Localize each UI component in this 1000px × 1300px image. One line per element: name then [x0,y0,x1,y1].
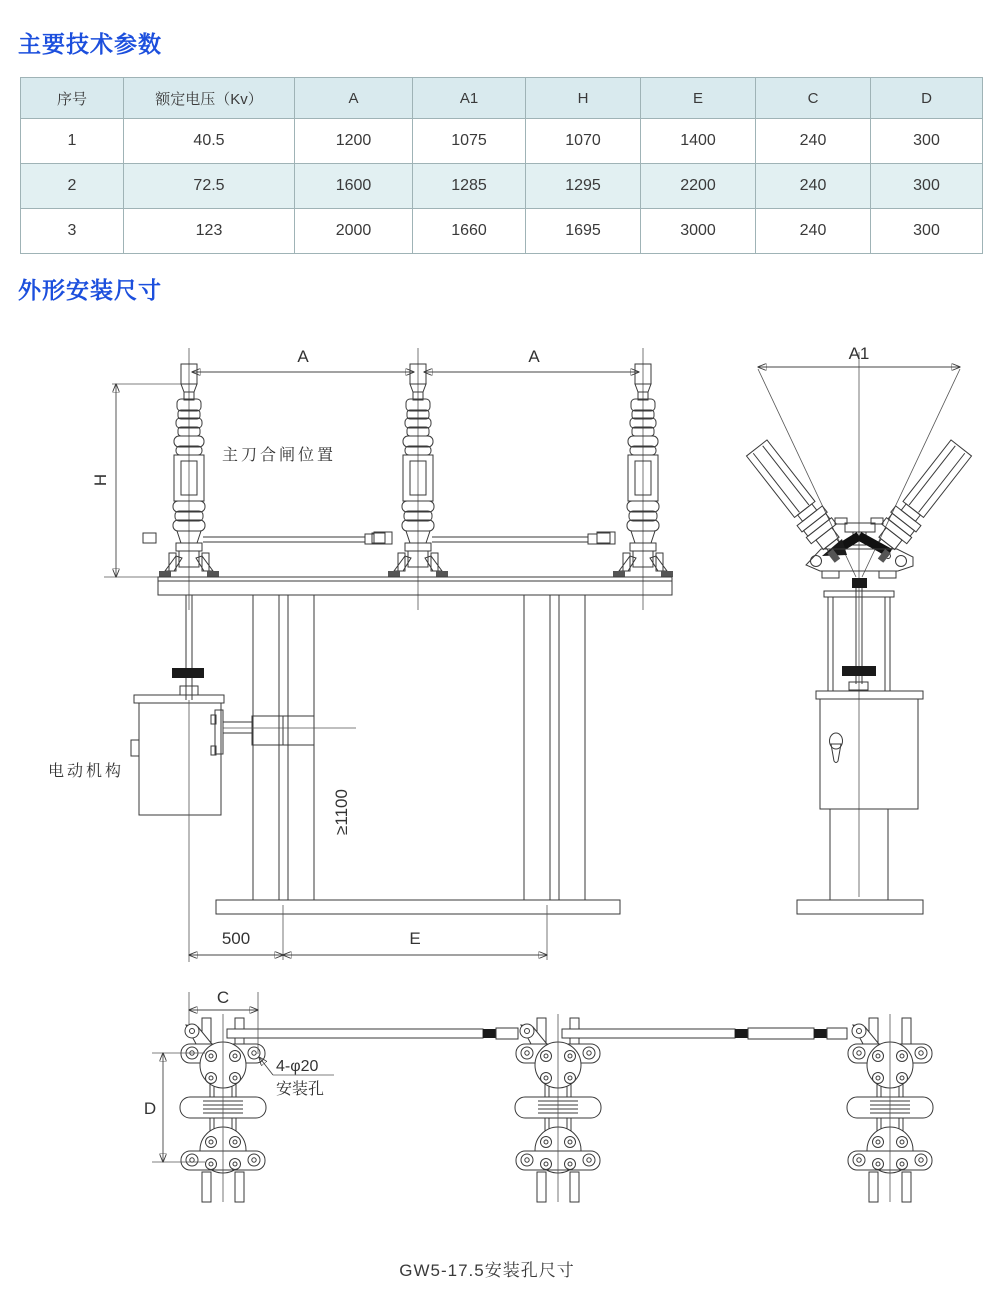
cell: 300 [871,119,983,164]
label-mounting-holes-text: 安装孔 [276,1081,325,1098]
cell: 1 [21,119,124,164]
cell: 3000 [641,209,756,254]
table-header-row [21,78,983,119]
column-header-h: H [526,78,641,119]
parameters-table [20,77,983,254]
table-row [21,119,983,164]
column-header-a1: A1 [413,78,526,119]
cell: 40.5 [124,119,295,164]
drawing-caption: GW5-17.5安装孔尺寸 [399,1261,575,1280]
dim-label-e: E [409,929,421,948]
dim-label-a-right: A [528,347,540,366]
cell: 1295 [526,164,641,209]
cell: 2000 [295,209,413,254]
dim-label-c: C [216,988,230,1007]
dim-label-a1: A1 [848,344,870,363]
label-min-height: ≥1100 [332,789,351,835]
dim-label-a-left: A [297,347,309,366]
section-title-parameters: 主要技术参数 [18,31,162,57]
column-header-a: A [295,78,413,119]
cell: 300 [871,164,983,209]
section-title-dimensions: 外形安装尺寸 [18,277,162,303]
cell: 240 [756,164,871,209]
side-view-drawing [744,344,974,914]
cell: 1400 [641,119,756,164]
cell: 123 [124,209,295,254]
cell: 2200 [641,164,756,209]
table-row [21,164,983,209]
cell: 1695 [526,209,641,254]
cell: 2 [21,164,124,209]
dim-label-d: D [143,1099,157,1118]
cell: 72.5 [124,164,295,209]
cell: 1600 [295,164,413,209]
cell: 1075 [413,119,526,164]
column-header-index: 序号 [21,78,124,119]
cell: 1200 [295,119,413,164]
motor-mechanism [131,595,356,962]
cell: 240 [756,119,871,164]
column-header-voltage: 额定电压（Kv） [124,78,295,119]
dim-label-h: H [91,473,110,487]
dim-label-500: 500 [221,929,251,948]
cell: 1660 [413,209,526,254]
label-mounting-holes-size: 4-φ20 [276,1058,319,1075]
column-header-c: C [756,78,871,119]
outline-dimension-drawing [0,330,1000,1270]
column-header-e: E [641,78,756,119]
cell: 300 [871,209,983,254]
label-motor-mechanism: 电动机构 [48,763,125,780]
cell: 1070 [526,119,641,164]
mounting-hole-drawing [144,988,933,1202]
cell: 1285 [413,164,526,209]
column-header-d: D [871,78,983,119]
label-main-blade-position: 主刀合闸位置 [222,447,337,464]
cell: 3 [21,209,124,254]
table-row [21,209,983,254]
cell: 240 [756,209,871,254]
front-view-drawing [48,347,673,962]
